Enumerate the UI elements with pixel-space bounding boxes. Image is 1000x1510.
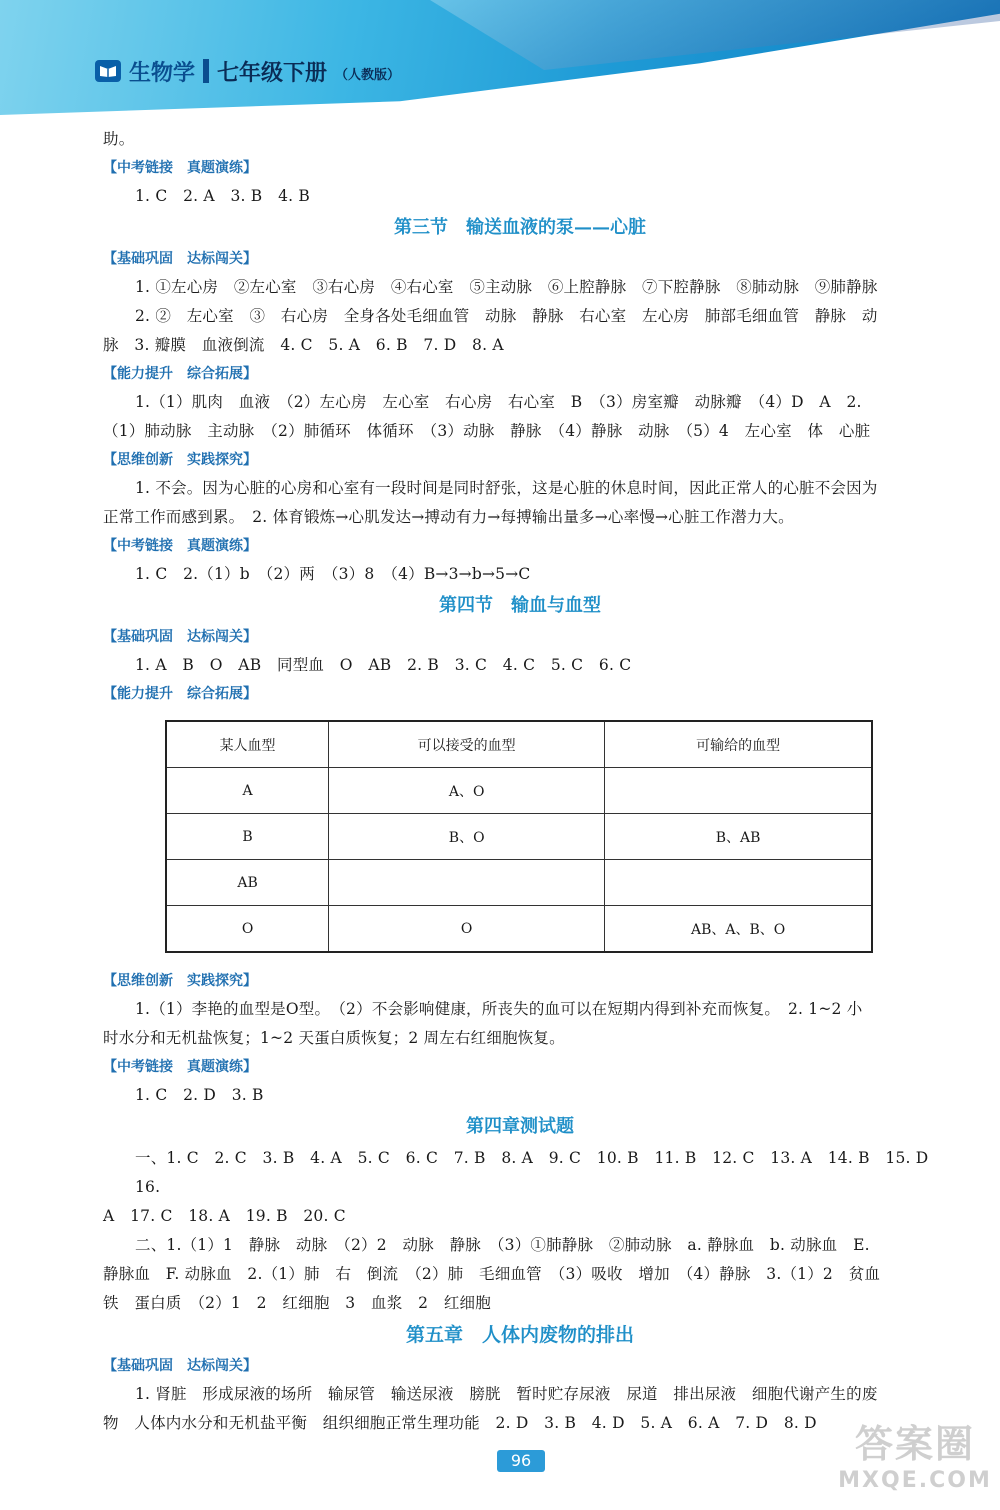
table-row <box>166 860 872 906</box>
watermark-logo <box>835 1420 995 1505</box>
section-tag: 【基础巩固 达标闯关】 <box>103 251 257 267</box>
page-header <box>95 56 400 86</box>
table-header-cell: 可以接受的血型 <box>329 721 605 768</box>
section-title: 第四节 输血与血型 <box>439 595 601 616</box>
text-line: 1. C 2. D 3. B <box>135 1086 264 1104</box>
text-line: 静脉血 F. 动脉血 2.（1）肺 右 倒流 （2）肺 毛细血管 （3）吸收 增加 （4）静脉 3.（1）2 贫血 <box>103 1265 881 1283</box>
watermark-bottom: MXQE.COM <box>838 1468 992 1493</box>
table-cell: B、AB <box>605 814 872 860</box>
table-cell <box>605 860 872 906</box>
section-tag: 【中考链接 真题演练】 <box>103 160 257 176</box>
text-line: 1. C 2. A 3. B 4. B <box>135 187 310 205</box>
section-title: 第四章测试题 <box>466 1116 574 1137</box>
chapter-title: 第五章 人体内废物的排出 <box>405 1324 634 1346</box>
text-line: 1. C 2.（1）b （2）两 （3）8 （4）B→3→b→5→C <box>135 565 531 583</box>
table-cell: B、O <box>329 814 605 860</box>
section-tag: 【能力提升 综合拓展】 <box>103 686 257 702</box>
text-line: 脉 3. 瓣膜 血液倒流 4. C 5. A 6. B 7. D 8. A <box>103 336 504 354</box>
section-tag: 【思维创新 实践探究】 <box>103 452 257 468</box>
section-title: 第三节 输送血液的泵——心脏 <box>394 217 646 238</box>
text-line: 1. 不会。因为心脏的心房和心室有一段时间是同时舒张，这是心脏的休息时间，因此正常人的心脏不会因为 <box>135 479 878 497</box>
text-line: 1.（1）李艳的血型是O型。 （2）不会影响健康，所丧失的血可以在短期内得到补充而恢复。 2. 1~2 小 <box>135 1000 863 1018</box>
page-number: 96 <box>497 1450 545 1472</box>
header-edition: （人教版） <box>335 67 401 83</box>
blood-type-table <box>165 720 873 953</box>
section-tag: 【基础巩固 达标闯关】 <box>103 629 257 645</box>
text-line: 二、1.（1）1 静脉 动脉 （2）2 动脉 静脉 （3）①肺静脉 ②肺动脉 a. 静脉血 b. 动脉血 E. <box>135 1236 870 1254</box>
table-row <box>166 906 872 953</box>
text-line: 铁 蛋白质 （2）1 2 红细胞 3 血浆 2 红细胞 <box>103 1294 491 1312</box>
text-line: 一、1. C 2. C 3. B 4. A 5. C 6. C 7. B 8. A 9. C 10. B 11. B 12. C 13. A 14. B 15. D 16. <box>135 1149 945 1196</box>
text-line: A 17. C 18. A 19. B 20. C <box>103 1207 346 1225</box>
text-line: 物 人体内水分和无机盐平衡 组织细胞正常生理功能 2. D 3. B 4. D 5. A 6. A 7. D 8. D <box>103 1414 817 1432</box>
table-cell: AB <box>166 860 329 906</box>
table-cell: O <box>166 906 329 953</box>
section-tag: 【中考链接 真题演练】 <box>103 538 257 554</box>
answer-content <box>103 125 945 1438</box>
watermark-top: 答案圈 <box>854 1422 975 1466</box>
table-cell: O <box>329 906 605 953</box>
section-tag: 【基础巩固 达标闯关】 <box>103 1358 257 1374</box>
header-divider <box>203 59 209 83</box>
table-header-cell: 可输给的血型 <box>605 721 872 768</box>
table-cell: A <box>166 768 329 814</box>
table-cell: B <box>166 814 329 860</box>
text-line: 1. A B O AB 同型血 O AB 2. B 3. C 4. C 5. C 6. C <box>135 656 632 674</box>
header-grade: 七年级下册 <box>217 60 328 86</box>
section-tag: 【思维创新 实践探究】 <box>103 973 257 989</box>
section-tag: 【中考链接 真题演练】 <box>103 1059 257 1075</box>
text-line: 2. ② 左心室 ③ 右心房 全身各处毛细血管 动脉 静脉 右心室 左心房 肺部毛细血管 静脉 动 <box>135 307 878 325</box>
text-line: 1. ①左心房 ②左心室 ③右心房 ④右心室 ⑤主动脉 ⑥上腔静脉 ⑦下腔静脉 ⑧肺动脉 ⑨肺静脉 <box>135 278 878 296</box>
table-header-cell: 某人血型 <box>166 721 329 768</box>
header-subject: 生物学 <box>129 60 196 86</box>
text-line: （1）肺动脉 主动脉 （2）肺循环 体循环 （3）动脉 静脉 （4）静脉 动脉 （5）4 左心室 体 心脏 <box>103 422 871 440</box>
table-cell: AB、A、B、O <box>605 906 872 953</box>
table-header-row <box>166 721 872 768</box>
section-tag: 【能力提升 综合拓展】 <box>103 366 257 382</box>
table-cell <box>605 768 872 814</box>
table-row <box>166 768 872 814</box>
text-line: 正常工作而感到累。 2. 体育锻炼→心肌发达→搏动有力→每搏输出量多→心率慢→心脏工作潜力大。 <box>103 508 794 526</box>
text-line: 1. 肾脏 形成尿液的场所 输尿管 输送尿液 膀胱 暂时贮存尿液 尿道 排出尿液 细胞代谢产生的废 <box>135 1385 878 1403</box>
text-line: 时水分和无机盐恢复；1~2 天蛋白质恢复；2 周左右红细胞恢复。 <box>103 1029 565 1047</box>
table-row <box>166 814 872 860</box>
table-cell <box>329 860 605 906</box>
book-logo-icon <box>95 60 121 82</box>
table-cell: A、O <box>329 768 605 814</box>
text-line: 助。 <box>103 130 135 148</box>
text-line: 1.（1）肌肉 血液 （2）左心房 左心室 右心房 右心室 B （3）房室瓣 动脉瓣 （4）D A 2. <box>135 393 862 411</box>
